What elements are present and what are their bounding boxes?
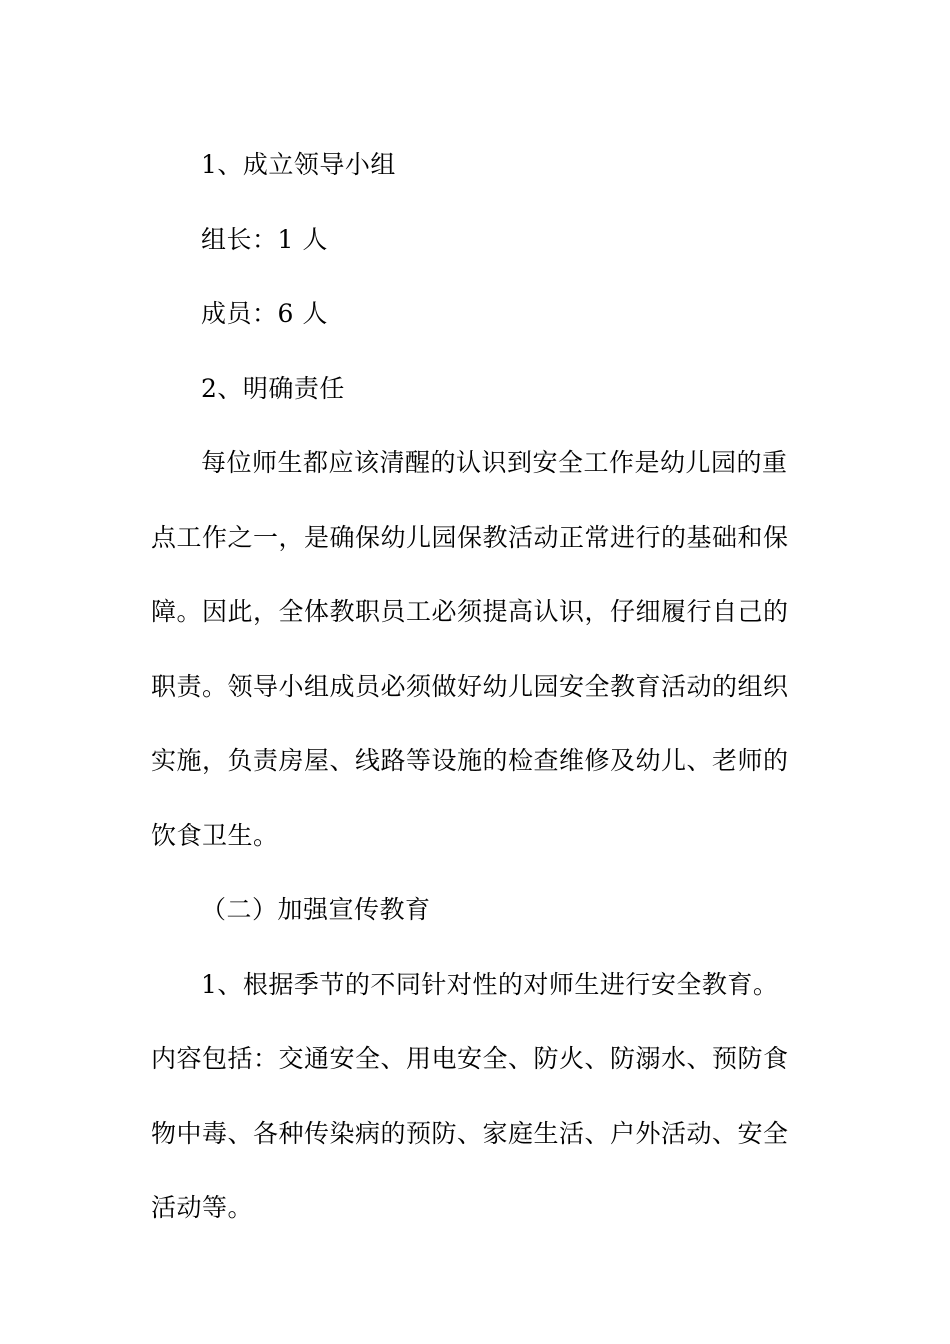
section-heading-publicity-education: （二）加强宣传教育 — [201, 895, 431, 924]
list-item-leadership-group: 1、成立领导小组 — [201, 150, 396, 179]
members-line: 成员：6 人 — [201, 299, 328, 328]
responsibility-paragraph: 每位师生都应该清醒的认识到安全工作是幼儿园的重点工作之一，是确保幼儿园保教活动正常进行的基础和保障。因此，全体教职员工必须提高认识，仔细履行自己的职责。领导小组成员必须做好幼儿园安全教育活动的组织实施，负责房屋、线路等设施的检查维修及幼儿、老师的饮食卫生。 — [151, 448, 789, 850]
seasonal-education-paragraph: 1、根据季节的不同针对性的对师生进行安全教育。内容包括：交通安全、用电安全、防火、防溺水、预防食物中毒、各种传染病的预防、家庭生活、户外活动、安全活动等。 — [151, 969, 789, 1222]
group-leader-line: 组长：1 人 — [201, 224, 328, 254]
document-body — [151, 128, 799, 1246]
list-item-responsibility: 2、明确责任 — [201, 373, 345, 403]
